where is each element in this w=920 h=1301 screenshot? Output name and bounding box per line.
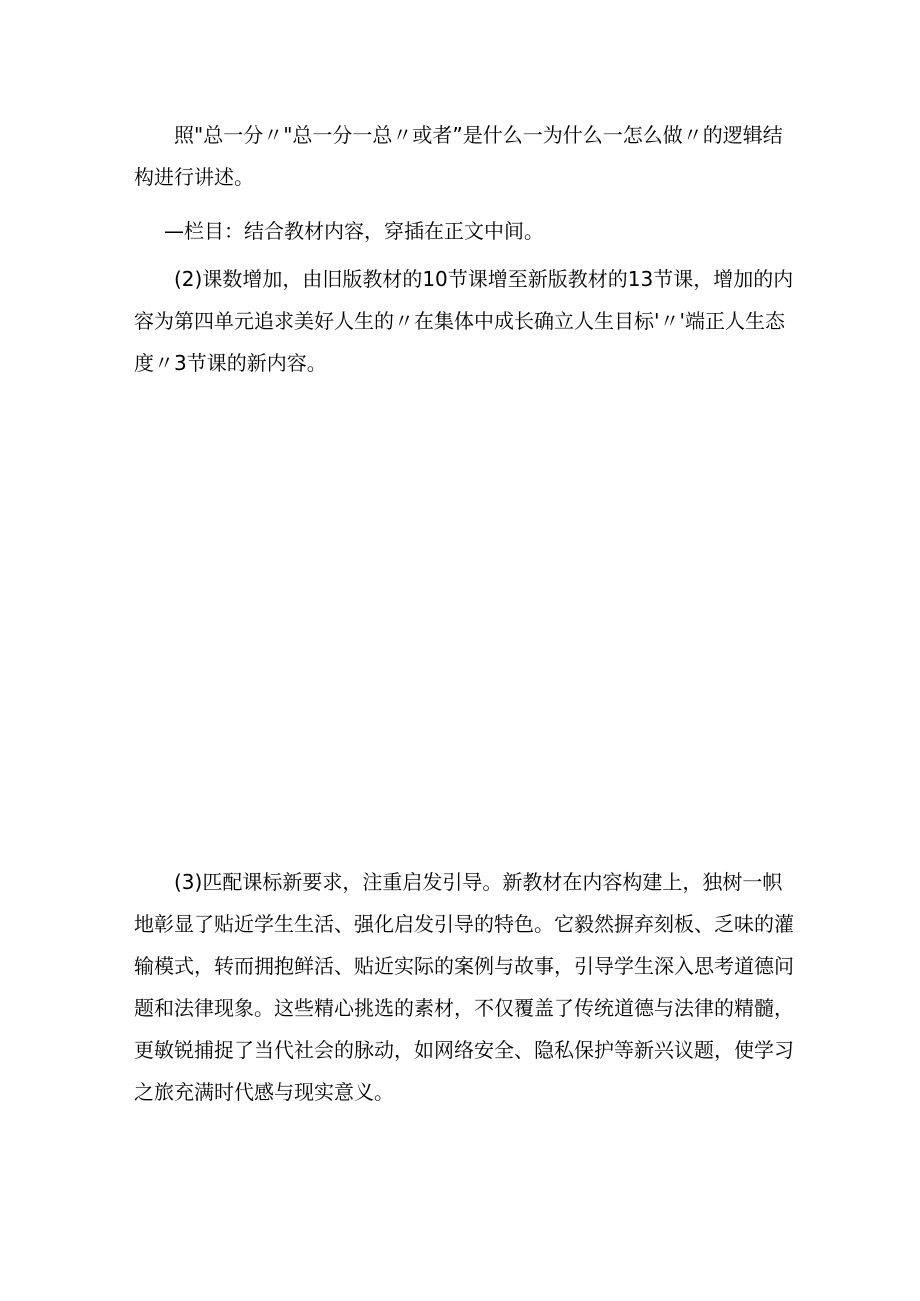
paragraph-logic-structure: 照"总一分〃"总一分一总〃或者”是什么一为什么一怎么做〃的逻辑结构进行讲述。 — [134, 123, 783, 189]
paragraph-column-note: —栏目：结合教材内容，穿插在正文中间。 — [164, 219, 544, 243]
paragraph-lesson-increase: (2)课数增加，由旧版教材的10节课增至新版教材的13节课，增加的内容为第四单元追求美好人生的〃在集体中成长确立人生目标'〃'端正人生态度〃3节课的新内容。 — [134, 267, 794, 375]
paragraph-curriculum-match: (3)匹配课标新要求，注重启发引导。新教材在内容构建上，独树一帜地彰显了贴近学生生活、强化启发引导的特色。它毅然摒弃刻板、乏味的灌输模式，转而拥抱鲜活、贴近实际的案例与故事，引导学生深入思考道德问题和法律现象。这些精心挑选的素材，不仅覆盖了传统道德与法律的精髓，更敏锐捕捉了当代社会的脉动，如网络安全、隐私保护等新兴议题，使学习之旅充满时代感与现实意义。 — [134, 870, 794, 1104]
